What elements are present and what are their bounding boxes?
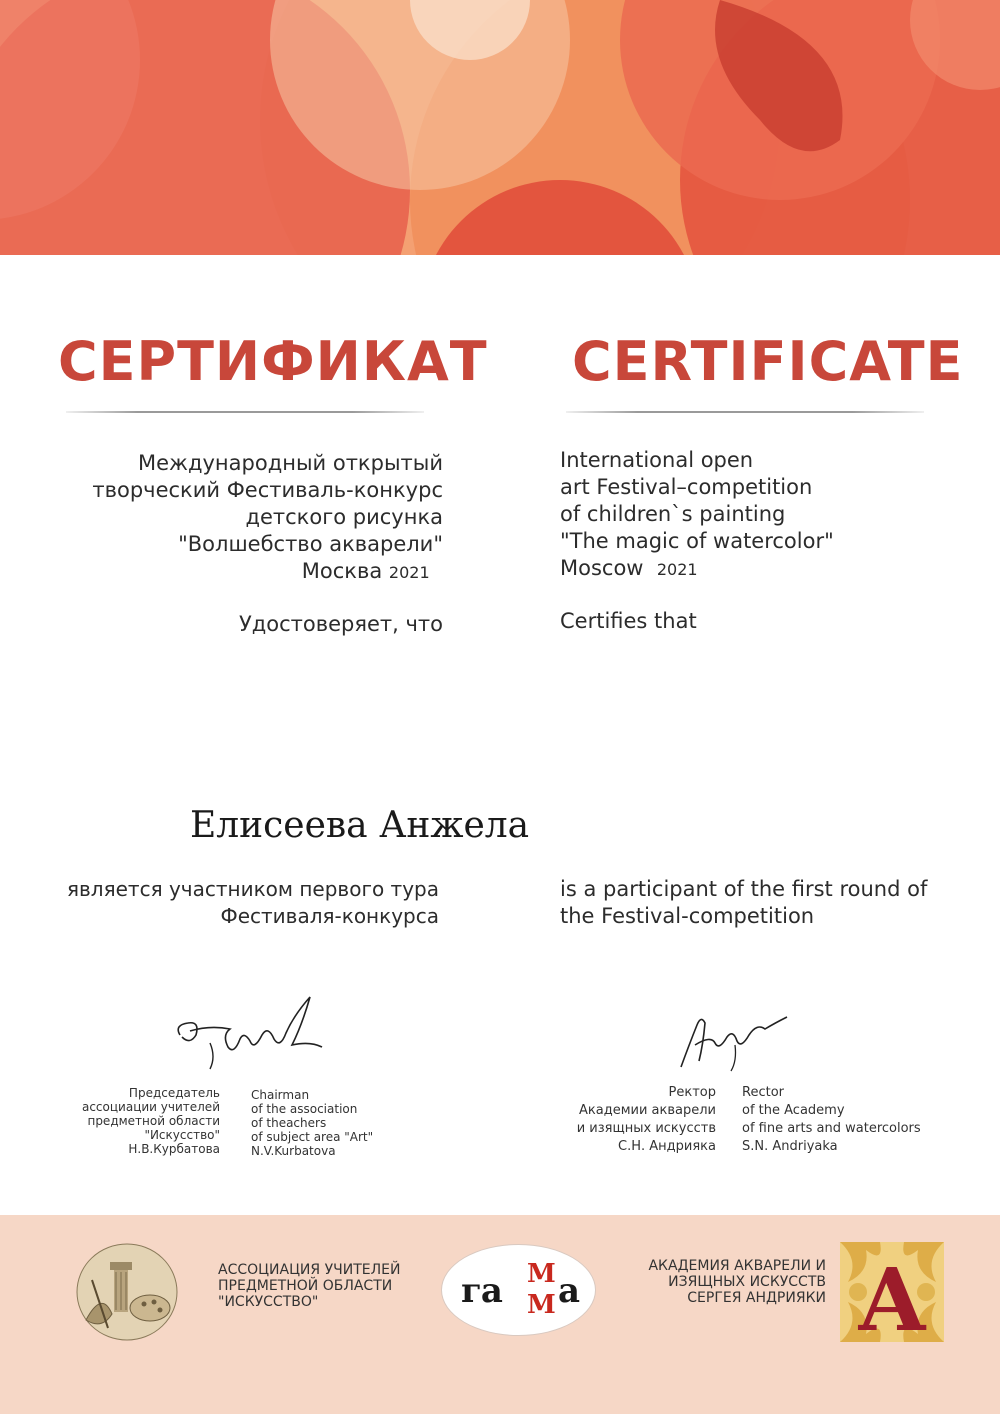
chair-en-line4: of subject area "Art" <box>251 1130 374 1144</box>
academy-line1: АКАДЕМИЯ АКВАРЕЛИ И <box>648 1258 826 1274</box>
academy-name <box>648 1258 826 1306</box>
academy-line3: СЕРГЕЯ АНДРИЯКИ <box>687 1290 826 1306</box>
rector-en-line2: of the Academy <box>742 1103 845 1118</box>
festival-ru-city: Москва <box>301 559 383 583</box>
art-association-emblem-icon <box>72 1240 182 1349</box>
participation-ru-line2: Фестиваля-конкурса <box>220 904 439 928</box>
festival-en-city: Moscow <box>560 556 644 580</box>
festival-ru-line2: творческий Фестиваль-конкурс <box>92 478 443 502</box>
title-divider-en <box>566 411 924 413</box>
rector-ru-line1: Ректор <box>668 1085 716 1100</box>
rector-block-en <box>742 1084 921 1156</box>
chair-en-line3: of theachers <box>251 1116 327 1130</box>
participation-en-line2: the Festival-competition <box>560 904 815 928</box>
certificate-title-ru: СЕРТИФИКАТ <box>58 330 488 393</box>
chair-ru-line5: Н.В.Курбатова <box>128 1142 220 1156</box>
chairman-block-ru <box>82 1086 220 1156</box>
chair-en-line1: Chairman <box>251 1088 310 1102</box>
chair-ru-line3: предметной области <box>87 1114 220 1128</box>
certificate-title-en: CERTIFICATE <box>572 330 964 393</box>
rector-block-ru <box>577 1084 716 1156</box>
association-line3: "ИСКУССТВО" <box>218 1294 319 1310</box>
festival-en-line2: art Festival–competition <box>560 475 813 499</box>
rector-ru-line3: и изящных искусств <box>576 1121 716 1136</box>
participation-text-ru <box>67 876 439 930</box>
festival-ru-line4: "Волшебство акварели" <box>178 532 443 556</box>
academy-monogram-icon <box>840 1242 944 1346</box>
title-divider-ru <box>66 411 424 413</box>
chair-en-line5: N.V.Kurbatova <box>251 1144 336 1158</box>
certifies-text-en: Certifies that <box>560 609 697 633</box>
chair-ru-line2: ассоциации учителей <box>81 1100 220 1114</box>
header-banner <box>0 0 1000 255</box>
association-line1: АССОЦИАЦИЯ УЧИТЕЛЕЙ <box>218 1262 401 1278</box>
recipient-name: Елисеева Анжела <box>190 805 530 846</box>
festival-en-line1: International open <box>560 448 754 472</box>
gama-logo-ga: га <box>461 1271 502 1311</box>
festival-en-line3: of children`s painting <box>560 502 786 526</box>
rector-signature <box>675 1005 795 1079</box>
festival-ru-line3: детского рисунка <box>245 505 443 529</box>
festival-description-ru <box>92 450 443 586</box>
festival-description-en <box>560 447 834 583</box>
certifies-text-ru: Удостоверяет, что <box>238 612 443 636</box>
festival-en-city-year <box>560 555 834 583</box>
festival-ru-line1: Международный открытый <box>138 451 443 475</box>
rector-en-line4: S.N. Andriyaka <box>742 1139 838 1154</box>
rector-ru-line2: Академии акварели <box>579 1103 716 1118</box>
svg-text:A: A <box>858 1250 926 1342</box>
rector-en-line1: Rector <box>742 1085 784 1100</box>
chairman-signature <box>170 995 330 1079</box>
rector-ru-line4: С.Н. Андрияка <box>618 1139 716 1154</box>
academy-line2: ИЗЯЩНЫХ ИСКУССТВ <box>668 1274 826 1290</box>
gama-logo-m-bottom: М <box>527 1290 556 1320</box>
chair-en-line2: of the association <box>251 1102 358 1116</box>
chair-ru-line1: Председатель <box>128 1086 220 1100</box>
festival-en-line4: "The magic of watercolor" <box>560 529 834 553</box>
association-line2: ПРЕДМЕТНОЙ ОБЛАСТИ <box>218 1278 393 1294</box>
gama-logo-m-top: М <box>527 1259 556 1289</box>
festival-ru-year: 2021 <box>388 563 430 582</box>
rector-en-line3: of fine arts and watercolors <box>742 1121 921 1136</box>
participation-en-line1: is a participant of the first round of <box>560 877 928 901</box>
gama-logo-a: а <box>558 1271 581 1311</box>
chair-ru-line4: "Искусство" <box>144 1128 220 1142</box>
festival-ru-city-year <box>92 558 443 586</box>
festival-en-year: 2021 <box>656 560 698 579</box>
chairman-block-en <box>251 1088 373 1158</box>
participation-ru-line1: является участником первого тура <box>66 877 439 901</box>
participation-text-en <box>560 876 927 930</box>
watercolor-banner-art <box>0 0 1000 255</box>
association-name <box>218 1262 400 1310</box>
